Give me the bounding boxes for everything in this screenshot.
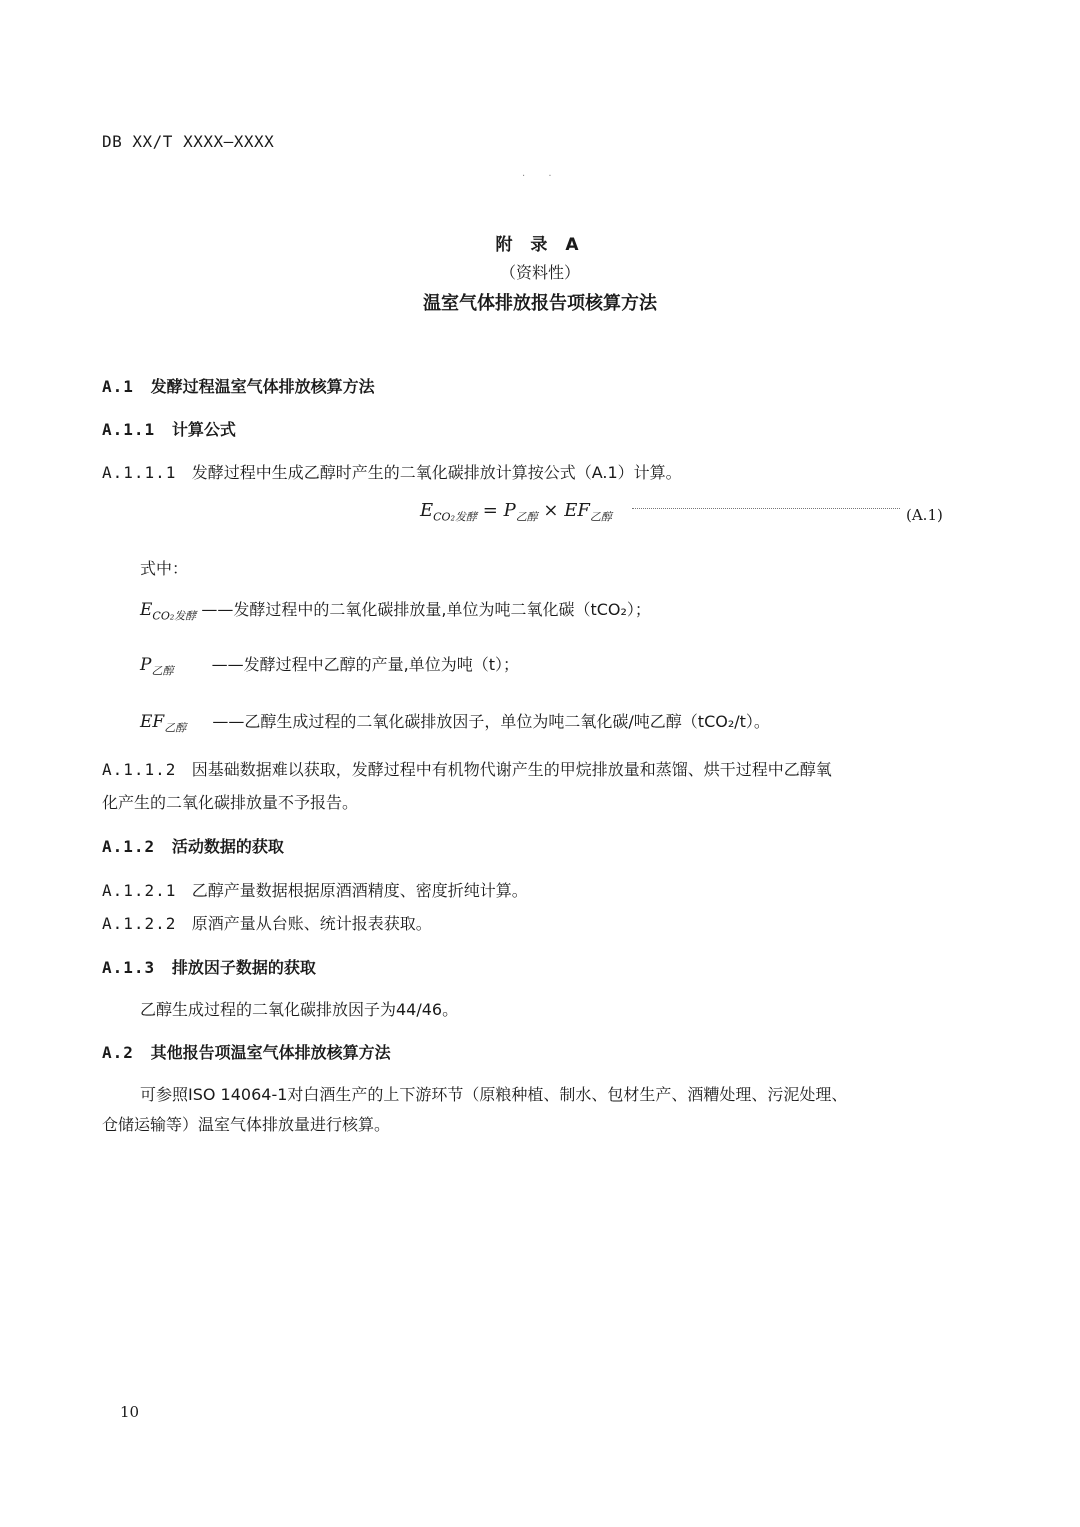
formula-ef: EF	[564, 500, 590, 521]
formula-lhs: E	[420, 500, 434, 521]
clause-text: 发酵过程中生成乙醇时产生的二氧化碳排放计算按公式（A.1）计算。	[191, 463, 682, 482]
definition-text: ——乙醇生成过程的二氧化碳排放因子，单位为吨二氧化碳/吨乙醇（tCO₂/t）。	[212, 712, 770, 731]
clause-number: A.1.1.1	[102, 463, 177, 482]
definition-text: ——发酵过程中的二氧化碳排放量,单位为吨二氧化碳（tCO₂）；	[201, 600, 651, 619]
formula-p-sub: 乙醇	[515, 510, 538, 524]
clause-text: 原酒产量从台账、统计报表获取。	[191, 914, 432, 933]
appendix-title: 附 录 A	[495, 235, 585, 255]
section-number: A.1.3	[102, 958, 156, 977]
clause-a121	[102, 878, 528, 901]
formula-lhs-sub: CO₂发酵	[433, 510, 477, 524]
appendix-name: 温室气体排放报告项核算方法	[423, 293, 657, 314]
section-title: 计算公式	[171, 420, 236, 439]
clause-a2-line1: 可参照ISO 14064-1对白酒生产的上下游环节（原粮种植、制水、包材生产、酒糟处理、污泥处理、	[140, 1085, 848, 1104]
section-number: A.1.2	[102, 837, 156, 856]
clause-text-line1: 因基础数据难以获取，发酵过程中有机物代谢产生的甲烷排放量和蒸馏、烘干过程中乙醇氧	[191, 760, 832, 779]
definition-row	[140, 652, 519, 678]
clause-a122	[102, 911, 432, 934]
definition-symbol: $P_{乙醇}$	[140, 655, 174, 678]
section-a1	[102, 374, 375, 397]
formula-leader-dots	[632, 506, 900, 509]
section-number: A.2	[102, 1043, 134, 1062]
clause-number: A.1.2.1	[102, 881, 177, 900]
section-a2	[102, 1040, 391, 1063]
section-number: A.1	[102, 377, 134, 396]
section-a13	[102, 955, 316, 978]
page-mark: . .	[522, 168, 562, 179]
document-code: DB XX/T XXXX—XXXX	[102, 132, 275, 151]
clause-text: 乙醇产量数据根据原酒酒精度、密度折纯计算。	[191, 881, 528, 900]
formula-equals: =	[482, 500, 498, 521]
section-title: 发酵过程温室气体排放核算方法	[150, 377, 375, 396]
definition-row	[140, 709, 770, 735]
definition-symbol: $EF_{乙醇}$	[140, 712, 187, 735]
definition-row	[140, 597, 651, 623]
section-number: A.1.1	[102, 420, 156, 439]
section-title: 其他报告项温室气体排放核算方法	[150, 1043, 391, 1062]
clause-number: A.1.1.2	[102, 760, 177, 779]
clause-a13-text: 乙醇生成过程的二氧化碳排放因子为44/46。	[140, 1000, 459, 1019]
formula-p: P	[503, 500, 516, 521]
appendix-type: （资料性）	[499, 263, 580, 282]
section-title: 活动数据的获取	[171, 837, 284, 856]
section-title: 排放因子数据的获取	[171, 958, 316, 977]
clause-number: A.1.2.2	[102, 914, 177, 933]
clause-a111	[102, 460, 682, 483]
formula-number: (A.1)	[906, 506, 943, 524]
section-a11	[102, 417, 236, 440]
where-label: 式中：	[140, 559, 189, 578]
clause-a112-line2: 化产生的二氧化碳排放量不予报告。	[102, 793, 359, 812]
formula-a1	[420, 500, 612, 525]
section-a12	[102, 834, 284, 857]
formula-times: ×	[543, 500, 559, 521]
definition-text: ——发酵过程中乙醇的产量,单位为吨（t）；	[211, 655, 520, 674]
clause-a112	[102, 757, 832, 780]
formula-ef-sub: 乙醇	[589, 510, 612, 524]
clause-a2-line2: 仓储运输等）温室气体排放量进行核算。	[102, 1115, 391, 1134]
page-number: 10	[120, 1403, 140, 1421]
definition-symbol: $E_{CO_2发酵}$	[140, 600, 197, 623]
